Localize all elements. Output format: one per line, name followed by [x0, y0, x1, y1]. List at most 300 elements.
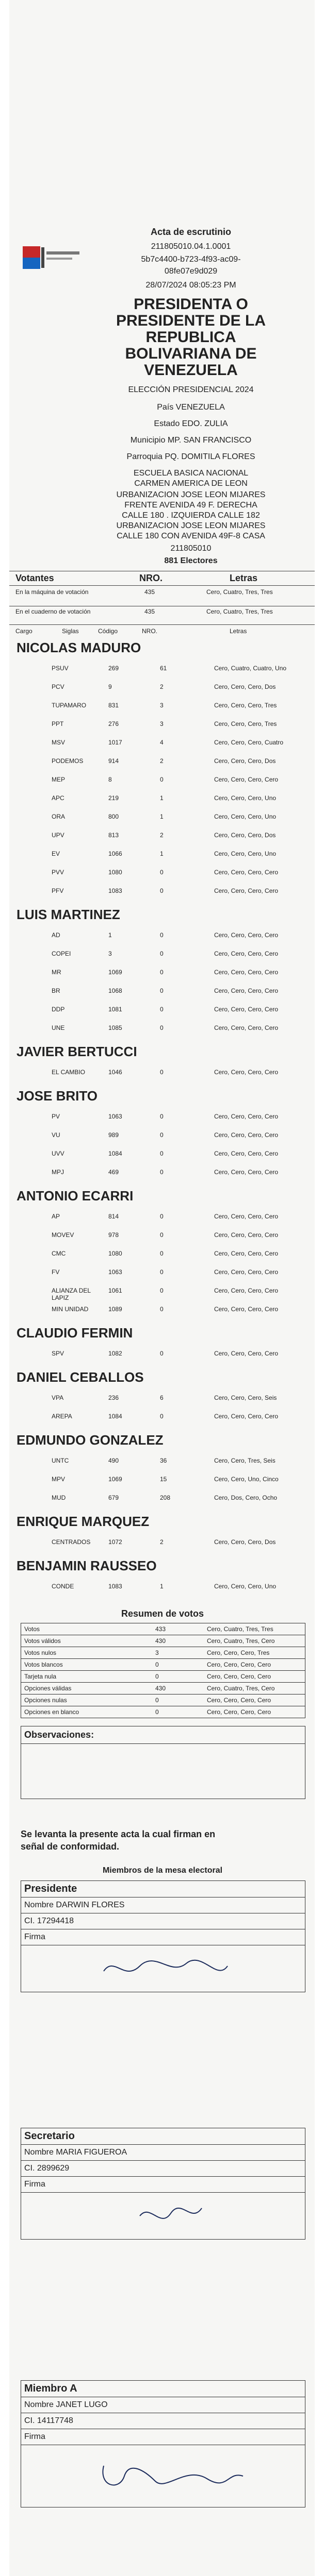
party-code: 9 — [108, 683, 112, 690]
signer-ci: CI. 14117748 — [21, 2413, 305, 2429]
candidate-name: JAVIER BERTUCCI — [17, 1044, 137, 1059]
party-code: 8 — [108, 776, 112, 783]
party-row — [21, 1409, 310, 1426]
party-row — [21, 1301, 310, 1319]
page-title: REPUBLICA — [145, 329, 236, 346]
party-acronym: PCV — [52, 683, 64, 690]
party-acronym: PV — [52, 1113, 60, 1120]
voters-label: En el cuaderno de votación — [15, 608, 91, 615]
page-title: PRESIDENTA O — [134, 296, 248, 313]
summary-row — [21, 1623, 305, 1635]
party-row — [21, 1453, 310, 1470]
signer-role: Secretario — [21, 2128, 305, 2145]
party-row — [21, 1127, 310, 1145]
party-votes: 1 — [160, 1583, 164, 1590]
party-code: 1080 — [108, 869, 122, 876]
party-votes: 3 — [160, 702, 164, 709]
party-votes: 0 — [160, 776, 164, 783]
party-row — [21, 809, 310, 826]
party-acronym: MR — [52, 969, 61, 976]
party-code: 469 — [108, 1168, 119, 1176]
party-letters: Cero, Cero, Cero, Cuatro — [214, 739, 284, 746]
observations-box — [21, 1726, 305, 1799]
voters-value: 435 — [144, 608, 155, 615]
party-acronym: EV — [52, 850, 60, 857]
summary-value: 430 — [155, 1637, 166, 1645]
party-row — [21, 1490, 310, 1507]
party-letters: Cero, Cero, Cero, Uno — [214, 813, 277, 820]
candidate-name: ENRIQUE MARQUEZ — [17, 1514, 150, 1529]
summary-letters: Cero, Cuatro, Tres, Cero — [207, 1637, 275, 1645]
party-row — [21, 1209, 310, 1226]
summary-row — [21, 1635, 305, 1647]
candidate-name: JOSE BRITO — [17, 1088, 98, 1104]
col-voters: Votantes — [15, 573, 54, 583]
sub-header: Siglas — [62, 628, 79, 635]
col-letters: Letras — [230, 573, 258, 583]
party-letters: Cero, Cero, Cero, Uno — [214, 1583, 277, 1590]
signature-area — [21, 1945, 305, 1992]
summary-label: Opciones nulas — [24, 1697, 67, 1704]
party-letters: Cero, Cero, Cero, Cero — [214, 969, 279, 976]
party-acronym: BR — [52, 987, 60, 994]
party-letters: Cero, Cero, Cero, Cero — [214, 1113, 279, 1120]
party-code: 1083 — [108, 887, 122, 894]
party-votes: 0 — [160, 1168, 164, 1176]
summary-letters: Cero, Cero, Cero, Cero — [207, 1673, 271, 1680]
party-row — [21, 716, 310, 734]
party-votes: 0 — [160, 1231, 164, 1239]
party-code: 1 — [108, 931, 112, 939]
receipt-title: Acta de escrutinio — [150, 227, 232, 237]
party-row — [21, 1064, 310, 1082]
party-letters: Cero, Cero, Cero, Dos — [214, 832, 276, 839]
summary-value: 0 — [155, 1661, 159, 1668]
summary-letters: Cero, Cero, Cero, Cero — [207, 1661, 271, 1668]
party-letters: Cero, Cero, Cero, Cero — [214, 869, 279, 876]
party-votes: 2 — [160, 683, 164, 690]
party-acronym: PPT — [52, 720, 64, 727]
candidate-name: ANTONIO ECARRI — [17, 1188, 134, 1204]
party-acronym: ORA — [52, 813, 66, 820]
party-acronym: PSUV — [52, 665, 69, 672]
party-letters: Cero, Cero, Cero, Tres — [214, 702, 277, 709]
party-letters: Cero, Cero, Cero, Dos — [214, 757, 276, 765]
party-row — [21, 983, 310, 1001]
summary-letters: Cero, Cero, Cero, Cero — [207, 1708, 271, 1716]
summary-label: Tarjeta nula — [24, 1673, 57, 1680]
party-code: 1072 — [108, 1538, 122, 1546]
party-votes: 0 — [160, 1024, 164, 1031]
divider — [9, 624, 315, 625]
party-row — [21, 790, 310, 808]
summary-letters: Cero, Cuatro, Tres, Tres — [207, 1625, 273, 1633]
party-votes: 0 — [160, 931, 164, 939]
party-letters: Cero, Cero, Cero, Cero — [214, 776, 279, 783]
party-letters: Cero, Cero, Tres, Seis — [214, 1457, 276, 1464]
address: URBANIZACION JOSE LEON MIJARES — [116, 490, 266, 499]
party-code: 1061 — [108, 1287, 122, 1294]
address: CALLE 180 CON AVENIDA 49F-8 CASA — [117, 532, 265, 540]
party-votes: 0 — [160, 1350, 164, 1357]
party-code: 1017 — [108, 739, 122, 746]
party-votes: 6 — [160, 1394, 164, 1401]
summary-label: Votos nulos — [24, 1649, 57, 1656]
party-acronym: MUD — [52, 1494, 66, 1501]
party-acronym: FV — [52, 1268, 60, 1276]
party-acronym: COPEI — [52, 950, 71, 957]
party-votes: 208 — [160, 1494, 171, 1501]
party-row — [21, 1002, 310, 1019]
party-row — [21, 946, 310, 963]
party-letters: Cero, Cero, Cero, Cero — [214, 1231, 279, 1239]
party-code: 814 — [108, 1213, 119, 1220]
party-votes: 0 — [160, 1113, 164, 1120]
party-acronym: AD — [52, 931, 60, 939]
party-row — [21, 1471, 310, 1489]
voters-value: 435 — [144, 588, 155, 596]
party-acronym: MOVEV — [52, 1231, 74, 1239]
party-letters: Cero, Cuatro, Cuatro, Uno — [214, 665, 287, 672]
summary-letters: Cero, Cero, Cero, Cero — [207, 1697, 271, 1704]
party-acronym: PODEMOS — [52, 757, 84, 765]
summary-value: 3 — [155, 1649, 159, 1656]
party-acronym: CENTRADOS — [52, 1538, 91, 1546]
party-acronym: MPJ — [52, 1168, 64, 1176]
party-row — [21, 883, 310, 901]
voters-letters: Cero, Cuatro, Tres, Tres — [206, 588, 273, 596]
party-letters: Cero, Cero, Uno, Cinco — [214, 1476, 279, 1483]
party-row — [21, 753, 310, 771]
voters-label: En la máquina de votación — [15, 588, 89, 596]
party-letters: Cero, Dos, Cero, Ocho — [214, 1494, 278, 1501]
party-letters: Cero, Cero, Cero, Cero — [214, 1350, 279, 1357]
party-acronym: AREPA — [52, 1413, 72, 1420]
summary-value: 433 — [155, 1625, 166, 1633]
party-acronym: CONDE — [52, 1583, 74, 1590]
closing-line: señal de conformidad. — [21, 1841, 120, 1852]
party-code: 269 — [108, 665, 119, 672]
voters-letters: Cero, Cuatro, Tres, Tres — [206, 608, 273, 615]
summary-row — [21, 1694, 305, 1706]
party-row — [21, 1534, 310, 1552]
signature-mark — [21, 2445, 305, 2507]
state: Estado EDO. ZULIA — [154, 419, 228, 428]
party-letters: Cero, Cero, Cero, Cero — [214, 1024, 279, 1031]
party-letters: Cero, Cero, Cero, Cero — [214, 1306, 279, 1313]
summary-row — [21, 1659, 305, 1671]
signature-area — [21, 2445, 305, 2507]
party-code: 1046 — [108, 1069, 122, 1076]
party-votes: 0 — [160, 1306, 164, 1313]
party-acronym: MSV — [52, 739, 66, 746]
party-votes: 0 — [160, 1069, 164, 1076]
party-acronym: SPV — [52, 1350, 64, 1357]
divider — [9, 585, 315, 586]
party-acronym: UNE — [52, 1024, 65, 1031]
party-letters: Cero, Cero, Cero, Cero — [214, 950, 279, 957]
party-code: 1069 — [108, 969, 122, 976]
party-code: 831 — [108, 702, 119, 709]
signer-role: Presidente — [21, 1881, 305, 1897]
signer-ci: CI. 2899629 — [21, 2161, 305, 2177]
party-letters: Cero, Cero, Cero, Cero — [214, 1213, 279, 1220]
summary-row — [21, 1647, 305, 1659]
party-acronym: VPA — [52, 1394, 64, 1401]
party-votes: 0 — [160, 950, 164, 957]
party-code: 813 — [108, 832, 119, 839]
summary-label: Votos — [24, 1625, 40, 1633]
summary-label: Votos válidos — [24, 1637, 61, 1645]
party-letters: Cero, Cero, Cero, Cero — [214, 1268, 279, 1276]
party-code: 236 — [108, 1394, 119, 1401]
party-code: 276 — [108, 720, 119, 727]
summary-title: Resumen de votos — [121, 1608, 204, 1619]
candidate-name: CLAUDIO FERMIN — [17, 1325, 133, 1341]
summary-row — [21, 1706, 305, 1718]
party-votes: 36 — [160, 1457, 167, 1464]
party-row — [21, 1227, 310, 1245]
party-code: 1082 — [108, 1350, 122, 1357]
party-letters: Cero, Cero, Cero, Cero — [214, 931, 279, 939]
party-row — [21, 1579, 310, 1596]
party-code: 1089 — [108, 1306, 122, 1313]
hash-line: 08fe07e9d029 — [164, 267, 218, 276]
party-votes: 0 — [160, 1413, 164, 1420]
party-code: 3 — [108, 950, 112, 957]
signer-firma-label: Firma — [21, 1929, 305, 1945]
party-code: 1085 — [108, 1024, 122, 1031]
party-acronym: UNTC — [52, 1457, 69, 1464]
party-row — [21, 927, 310, 945]
party-code: 978 — [108, 1231, 119, 1239]
party-code: 1068 — [108, 987, 122, 994]
party-code: 989 — [108, 1131, 119, 1139]
party-votes: 4 — [160, 739, 164, 746]
party-letters: Cero, Cero, Cero, Dos — [214, 683, 276, 690]
signer-block — [21, 1880, 305, 1992]
summary-letters: Cero, Cuatro, Tres, Cero — [207, 1685, 275, 1692]
party-letters: Cero, Cero, Cero, Tres — [214, 720, 277, 727]
party-acronym: TUPAMARO — [52, 702, 87, 709]
signer-block — [21, 2380, 305, 2507]
party-letters: Cero, Cero, Cero, Dos — [214, 1538, 276, 1546]
party-acronym: VU — [52, 1131, 60, 1139]
candidate-name: BENJAMIN RAUSSEO — [17, 1558, 157, 1573]
party-row — [21, 1283, 310, 1300]
summary-value: 0 — [155, 1697, 159, 1704]
signature-area — [21, 2193, 305, 2239]
summary-table — [21, 1623, 305, 1718]
election-name: ELECCIÓN PRESIDENCIAL 2024 — [128, 385, 254, 394]
party-code: 1081 — [108, 1006, 122, 1013]
party-row — [21, 660, 310, 678]
party-code: 800 — [108, 813, 119, 820]
party-code: 1066 — [108, 850, 122, 857]
candidate-name: LUIS MARTINEZ — [17, 907, 120, 922]
sub-header: Letras — [230, 628, 247, 635]
timestamp: 28/07/2024 08:05:23 PM — [145, 281, 236, 290]
party-row — [21, 772, 310, 789]
candidate-name: NICOLAS MADURO — [17, 640, 141, 655]
party-votes: 0 — [160, 1006, 164, 1013]
party-votes: 61 — [160, 665, 167, 672]
party-letters: Cero, Cero, Cero, Cero — [214, 887, 279, 894]
signature-mark — [21, 1945, 305, 1992]
party-code: 1063 — [108, 1113, 122, 1120]
party-code: 1080 — [108, 1250, 122, 1257]
party-acronym: MIN UNIDAD — [52, 1306, 89, 1313]
party-votes: 0 — [160, 1287, 164, 1294]
party-acronym: PFV — [52, 887, 64, 894]
party-acronym: ALIANZA DEL LAPIZ — [52, 1287, 91, 1301]
party-votes: 0 — [160, 1131, 164, 1139]
summary-value: 430 — [155, 1685, 166, 1692]
party-acronym: UVV — [52, 1150, 64, 1157]
party-code: 1084 — [108, 1413, 122, 1420]
address: FRENTE AVENIDA 49 F. DERECHA — [124, 501, 257, 510]
signer-name: Nombre DARWIN FLORES — [21, 1897, 305, 1913]
party-votes: 0 — [160, 1250, 164, 1257]
parish: Parroquia PQ. DOMITILA FLORES — [126, 452, 255, 461]
party-acronym: APC — [52, 794, 64, 802]
party-row — [21, 679, 310, 697]
party-code: 1084 — [108, 1150, 122, 1157]
summary-value: 0 — [155, 1673, 159, 1680]
signer-role: Miembro A — [21, 2381, 305, 2397]
party-code: 1063 — [108, 1268, 122, 1276]
signer-firma-label: Firma — [21, 2177, 305, 2193]
party-row — [21, 1109, 310, 1126]
party-code: 1069 — [108, 1476, 122, 1483]
party-votes: 2 — [160, 757, 164, 765]
party-votes: 0 — [160, 1150, 164, 1157]
party-votes: 3 — [160, 720, 164, 727]
candidate-name: DANIEL CEBALLOS — [17, 1369, 144, 1385]
party-row — [21, 1346, 310, 1363]
party-acronym: EL CAMBIO — [52, 1069, 85, 1076]
sub-header: Cargo — [15, 628, 33, 635]
summary-letters: Cero, Cero, Cero, Tres — [207, 1649, 270, 1656]
sub-header: Código — [98, 628, 118, 635]
page-title: VENEZUELA — [144, 362, 238, 379]
members-title: Miembros de la mesa electoral — [102, 1866, 223, 1875]
party-votes: 1 — [160, 794, 164, 802]
party-votes: 0 — [160, 969, 164, 976]
party-votes: 2 — [160, 832, 164, 839]
party-code: 914 — [108, 757, 119, 765]
summary-label: Opciones válidas — [24, 1685, 72, 1692]
sub-header: NRO. — [142, 628, 157, 635]
party-row — [21, 1164, 310, 1182]
party-votes: 0 — [160, 869, 164, 876]
party-votes: 1 — [160, 850, 164, 857]
party-acronym: PVV — [52, 869, 64, 876]
summary-label: Opciones en blanco — [24, 1708, 79, 1716]
hash-line: 5b7c4400-b723-4f93-ac09- — [141, 255, 241, 264]
page-title: PRESIDENTE DE LA — [116, 312, 266, 329]
party-code: 219 — [108, 794, 119, 802]
country: País VENEZUELA — [157, 403, 225, 412]
party-row — [21, 846, 310, 863]
party-row — [21, 1264, 310, 1282]
municipality: Municipio MP. SAN FRANCISCO — [130, 436, 252, 445]
party-row — [21, 827, 310, 845]
party-votes: 1 — [160, 813, 164, 820]
party-letters: Cero, Cero, Cero, Cero — [214, 1250, 279, 1257]
party-row — [21, 1390, 310, 1408]
party-letters: Cero, Cero, Cero, Seis — [214, 1394, 277, 1401]
summary-row — [21, 1671, 305, 1683]
party-acronym: UPV — [52, 832, 64, 839]
party-votes: 0 — [160, 1213, 164, 1220]
party-votes: 0 — [160, 887, 164, 894]
signer-name: Nombre MARIA FIGUEROA — [21, 2145, 305, 2161]
school-name: ESCUELA BASICA NACIONAL — [133, 469, 249, 478]
party-letters: Cero, Cero, Cero, Cero — [214, 1069, 279, 1076]
party-acronym: MPV — [52, 1476, 66, 1483]
closing-line: Se levanta la presente acta la cual firman en — [21, 1829, 216, 1839]
party-votes: 0 — [160, 1268, 164, 1276]
party-votes: 0 — [160, 987, 164, 994]
party-code: 490 — [108, 1457, 119, 1464]
party-row — [21, 698, 310, 715]
party-letters: Cero, Cero, Cero, Uno — [214, 850, 277, 857]
address: URBANIZACION JOSE LEON MIJARES — [116, 521, 266, 530]
party-acronym: CMC — [52, 1250, 66, 1257]
party-letters: Cero, Cero, Cero, Cero — [214, 1150, 279, 1157]
party-row — [21, 1146, 310, 1163]
electors-count: 881 Electores — [164, 556, 218, 565]
signature-mark — [21, 2193, 305, 2239]
center-code: 211805010 — [170, 544, 212, 553]
page-title: BOLIVARIANA DE — [125, 345, 257, 362]
party-letters: Cero, Cero, Cero, Uno — [214, 794, 277, 802]
address: CALLE 180 . IZQUIERDA CALLE 182 — [122, 511, 260, 520]
party-letters: Cero, Cero, Cero, Cero — [214, 1413, 279, 1420]
party-votes: 2 — [160, 1538, 164, 1546]
school-name: CARMEN AMERICA DE LEON — [134, 479, 248, 488]
party-code: 1083 — [108, 1583, 122, 1590]
summary-row — [21, 1683, 305, 1694]
summary-label: Votos blancos — [24, 1661, 63, 1668]
signer-name: Nombre JANET LUGO — [21, 2397, 305, 2413]
party-code: 679 — [108, 1494, 119, 1501]
party-letters: Cero, Cero, Cero, Cero — [214, 1006, 279, 1013]
party-letters: Cero, Cero, Cero, Cero — [214, 1131, 279, 1139]
party-letters: Cero, Cero, Cero, Cero — [214, 1287, 279, 1294]
signer-block — [21, 2128, 305, 2240]
observations-title: Observaciones: — [21, 1726, 305, 1744]
party-acronym: AP — [52, 1213, 60, 1220]
party-row — [21, 1246, 310, 1263]
party-row — [21, 964, 310, 982]
party-votes: 15 — [160, 1476, 167, 1483]
party-row — [21, 865, 310, 882]
party-acronym: MEP — [52, 776, 66, 783]
signer-ci: CI. 17294418 — [21, 1913, 305, 1929]
signer-firma-label: Firma — [21, 2429, 305, 2445]
party-acronym: DDP — [52, 1006, 65, 1013]
party-row — [21, 735, 310, 752]
candidate-name: EDMUNDO GONZALEZ — [17, 1432, 164, 1448]
code-line: 211805010.04.1.0001 — [151, 242, 231, 251]
party-letters: Cero, Cero, Cero, Cero — [214, 987, 279, 994]
party-row — [21, 1020, 310, 1038]
party-letters: Cero, Cero, Cero, Cero — [214, 1168, 279, 1176]
summary-value: 0 — [155, 1708, 159, 1716]
col-nro: NRO. — [139, 573, 163, 583]
